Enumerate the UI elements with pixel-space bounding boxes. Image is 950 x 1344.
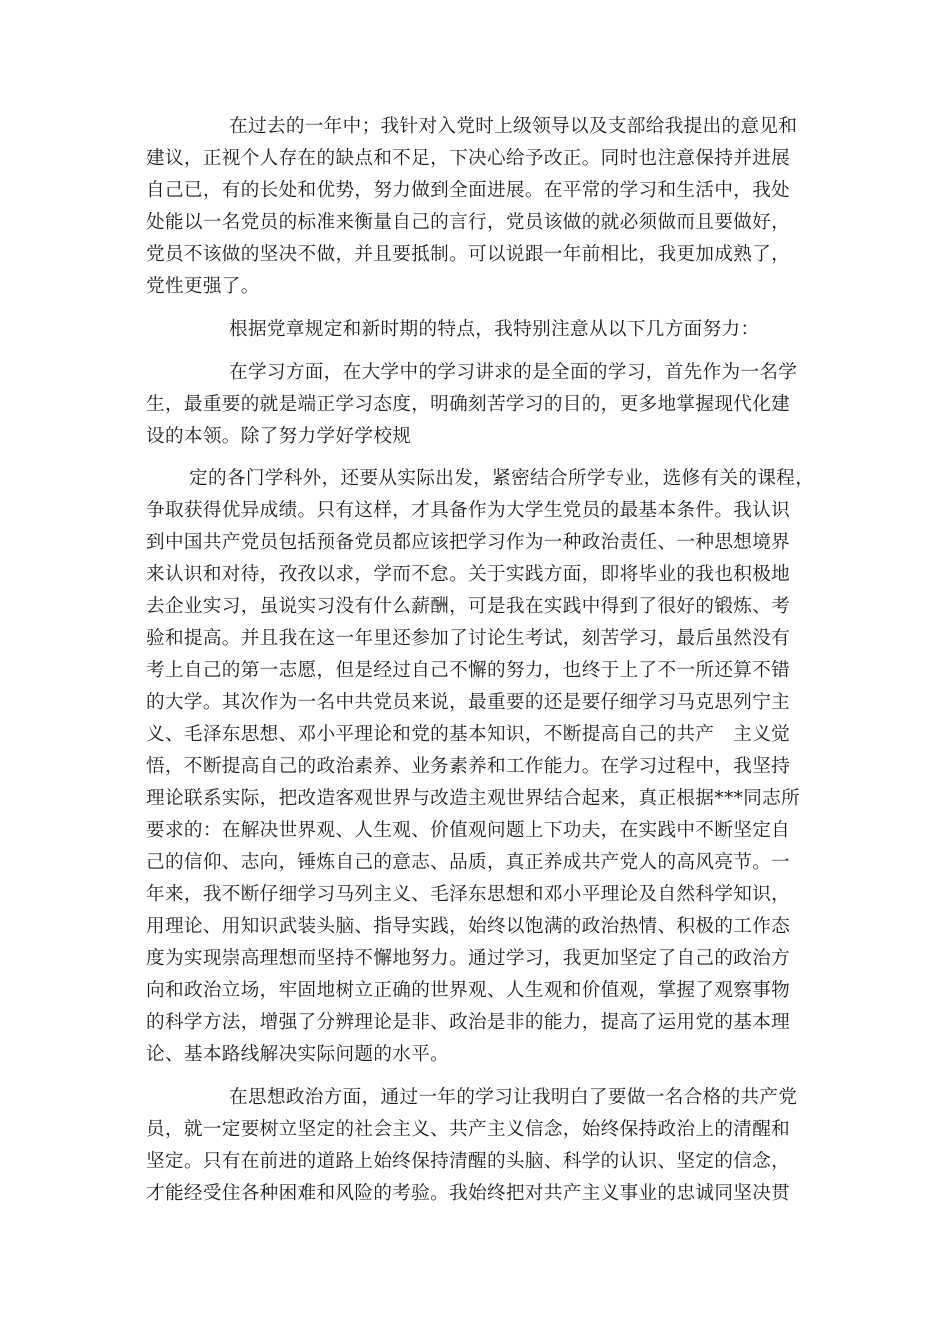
p4-line-11: 理论联系实际，把改造客观世界与改造主观世界结合起来，真正根据***同志所 [146, 788, 801, 809]
p2-line-1: 根据党章规定和新时期的特点，我特别注意从以下几方面努力： [229, 319, 760, 340]
p4-line-7: 考上自己的第一志愿，但是经过自己不懈的努力，也终于上了不一所还算不错 [146, 660, 791, 681]
p1-line-5: 党员不该做的坚决不做，并且要抵制。可以说跟一年前相比，我更加成熟了， [146, 244, 791, 265]
p5-line-3: 坚定。只有在前进的道路上始终保持清醒的头脑、科学的认识、坚定的信念， [146, 1151, 791, 1172]
p5-line-2: 员，就一定要树立坚定的社会主义、共产主义信念，始终保持政治上的清醒和 [146, 1119, 791, 1140]
p3-line-2: 生，最重要的就是端正学习态度，明确刻苦学习的目的，更多地掌握现代化建 [146, 394, 791, 415]
p1-line-6: 党性更强了。 [146, 276, 260, 297]
p4-line-13: 己的信仰、志向，锤炼自己的意志、品质，真正养成共产党人的高风亮节。一 [146, 852, 791, 873]
p4-line-18: 的科学方法，增强了分辨理论是非、政治是非的能力，提高了运用党的基本理 [146, 1012, 791, 1033]
p4-line-1: 定的各门学科外，还要从实际出发，紧密结合所学专业，选修有关的课程， [189, 468, 815, 489]
p4-line-5: 去企业实习，虽说实习没有什么薪酬，可是我在实践中得到了很好的锻炼、考 [146, 596, 791, 617]
p4-line-8: 的大学。其次作为一名中共党员来说，最重要的还是要仔细学习马克思列宁主 [146, 692, 791, 713]
p5-line-1: 在思想政治方面，通过一年的学习让我明白了要做一名合格的共产党 [229, 1087, 798, 1108]
p3-line-3: 设的本领。除了努力学好学校规 [146, 426, 412, 447]
p4-line-10: 悟，不断提高自己的政治素养、业务素养和工作能力。在学习过程中，我坚持 [146, 756, 791, 777]
p1-line-4: 处能以一名党员的标准来衡量自己的言行，党员该做的就必须做而且要做好， [146, 212, 791, 233]
p4-line-17: 向和政治立场，牢固地树立正确的世界观、人生观和价值观，掌握了观察事物 [146, 980, 791, 1001]
p4-line-6: 验和提高。并且我在这一年里还参加了讨论生考试，刻苦学习，最后虽然没有 [146, 628, 791, 649]
p4-line-2: 争取获得优异成绩。只有这样，才具备作为大学生党员的最基本条件。我认识 [146, 500, 791, 521]
p3-line-1: 在学习方面，在大学中的学习讲求的是全面的学习，首先作为一名学 [229, 362, 798, 383]
p1-line-2: 建议，正视个人存在的缺点和不足，下决心给予改正。同时也注意保持并进展 [146, 148, 791, 169]
p4-line-3: 到中国共产党员包括预备党员都应该把学习作为一种政治责任、一种思想境界 [146, 532, 791, 553]
p4-line-9: 义、毛泽东思想、邓小平理论和党的基本知识，不断提高自己的共产 主义觉 [146, 724, 791, 745]
p1-line-3: 自己已，有的长处和优势，努力做到全面进展。在平常的学习和生活中，我处 [146, 180, 791, 201]
p4-line-15: 用理论、用知识武装头脑、指导实践，始终以饱满的政治热情、积极的工作态 [146, 916, 791, 937]
p4-line-16: 度为实现崇高理想而坚持不懈地努力。通过学习，我更加坚定了自己的政治方 [146, 948, 791, 969]
p4-line-4: 来认识和对待，孜孜以求，学而不怠。关于实践方面，即将毕业的我也积极地 [146, 564, 791, 585]
p4-line-12: 要求的：在解决世界观、人生观、价值观问题上下功夫，在实践中不断坚定自 [146, 820, 791, 841]
p1-line-1: 在过去的一年中；我针对入党时上级领导以及支部给我提出的意见和 [229, 116, 798, 137]
p4-line-19: 论、基本路线解决实际问题的水平。 [146, 1044, 450, 1065]
p4-line-14: 年来，我不断仔细学习马列主义、毛泽东思想和邓小平理论及自然科学知识， [146, 884, 791, 905]
p5-line-4: 才能经受住各种困难和风险的考验。我始终把对共产主义事业的忠诚同坚决贯 [146, 1183, 791, 1204]
